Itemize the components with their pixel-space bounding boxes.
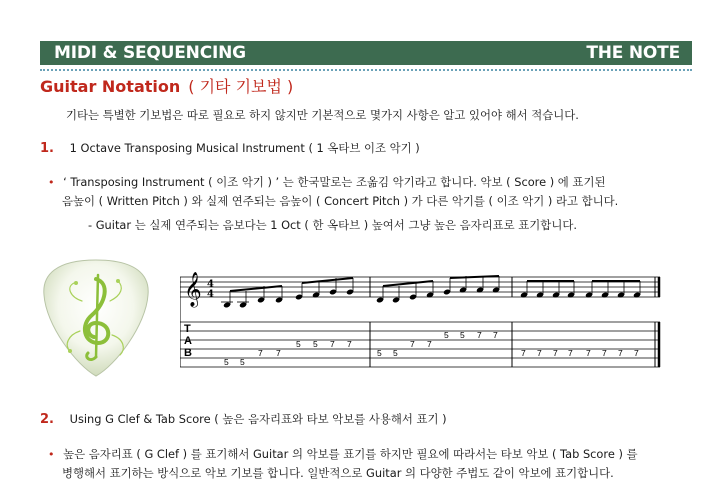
svg-text:𝄞: 𝄞 [184,272,202,307]
section2-title: Using G Clef & Tab Score ( 높은 음자리표와 타보 악보를 사용해서 표기 ) [69,412,447,426]
header-left-title: MIDI & SEQUENCING [54,43,246,63]
treble-clef-icon [184,272,202,308]
guitar-pick-treble-clef-icon [40,257,152,379]
section2-bullet-line1: 높은 음자리표 ( G Clef ) 를 표기해서 Guitar 의 악보를 표기를 하지만 필요에 따라서는 타보 악보 ( Tab Score ) 를 [63,447,638,461]
tab-fret-number: 7 [410,339,415,349]
tab-fret-number: 5 [444,330,449,340]
section1-bullet [48,174,605,190]
title-korean: ( 기타 기보법 ) [188,77,294,96]
tab-fret-number: 7 [258,348,263,358]
tab-fret-number: 7 [427,339,432,349]
section2-heading [40,411,447,427]
section2-bullet [48,446,638,462]
tab-fret-number: 5 [393,348,398,358]
tab-fret-number: 7 [347,339,352,349]
section2-bullet-line2: 병행해서 표기하는 방식으로 악보 기보를 합니다. 일반적으로 Guitar 의 다양한 주법도 같이 악보에 표기합니다. [62,466,614,480]
tab-fret-number: 7 [602,348,607,358]
tab-letter-t: T [184,323,191,335]
section1-bullet-line1: ‘ Transposing Instrument ( 이조 악기 ) ’ 는 한국말로는 조옮김 악기라고 합니다. 악보 ( Score ) 에 표기된 [63,175,606,189]
tab-fret-number: 5 [224,357,229,367]
tab-fret-number: 7 [493,330,498,340]
tab-fret-number: 7 [477,330,482,340]
header-right-title: THE NOTE [586,43,680,63]
tab-letter-a: A [184,335,192,347]
tab-fret-number: 7 [568,348,573,358]
measure2-notes [376,276,500,303]
section1-number: 1. [40,141,54,156]
tab-fret-number: 5 [313,339,318,349]
dotted-divider [40,69,692,71]
bullet-dot: • [48,176,55,189]
tab-fret-number: 7 [537,348,542,358]
measure1-notes [221,278,354,308]
page-title [40,74,293,97]
time-sig-top: 4 [207,279,214,290]
intro-paragraph: 기타는 특별한 기보법은 따로 필요로 하지 않지만 기본적으로 몇가지 사항은 알고 있어야 해서 적습니다. [66,108,579,122]
tab-numbers [224,330,639,367]
notation-score [180,270,665,375]
note-beam [450,276,499,278]
tab-fret-number: 7 [521,348,526,358]
header-bar [40,41,692,65]
tab-fret-number: 5 [240,357,245,367]
tab-letter-b: B [184,347,192,359]
section1-title: 1 Octave Transposing Musical Instrument ( 1 옥타브 이조 악기 ) [69,141,420,155]
tab-fret-number: 7 [330,339,335,349]
tab-lines [180,322,660,367]
measure3-notes [520,281,641,298]
time-sig-bottom: 4 [207,289,214,300]
tab-fret-number: 7 [634,348,639,358]
section2-number: 2. [40,412,54,427]
bullet-dot: • [48,448,55,461]
tab-fret-number: 5 [296,339,301,349]
tab-fret-number: 5 [377,348,382,358]
tab-letters [184,323,192,359]
tab-fret-number: 5 [460,330,465,340]
tab-fret-number: 7 [586,348,591,358]
section1-sub-note: - Guitar 는 실제 연주되는 음보다는 1 Oct ( 한 옥타브 ) 높여서 그냥 높은 음자리표로 표기합니다. [88,218,577,232]
section1-bullet-line2: 음높이 ( Written Pitch ) 와 실제 연주되는 음높이 ( Concert Pitch ) 가 다른 악기를 ( 이조 악기 ) 라고 합니다. [62,194,619,208]
title-main: Guitar Notation [40,77,181,96]
tab-fret-number: 7 [276,348,281,358]
tab-fret-number: 7 [618,348,623,358]
section1-heading [40,140,420,156]
tab-fret-number: 7 [553,348,558,358]
